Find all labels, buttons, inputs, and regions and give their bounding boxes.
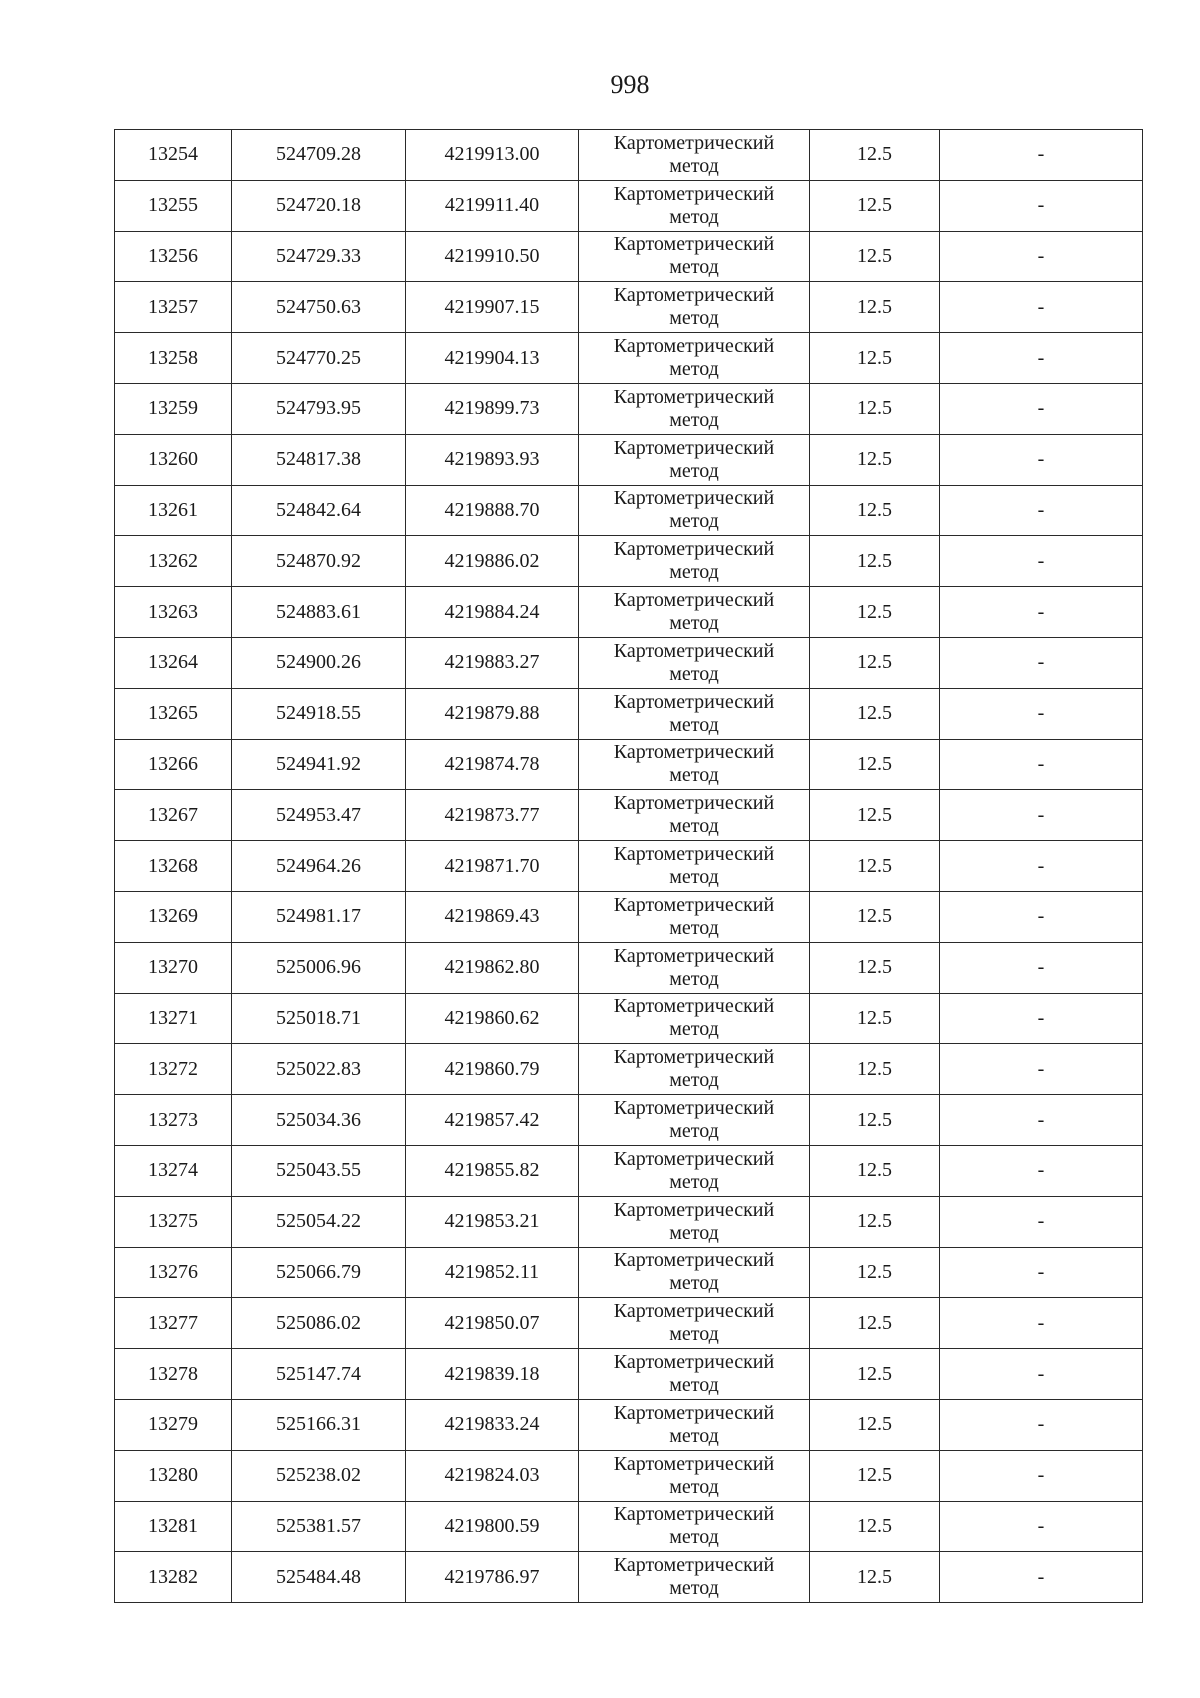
method-line-1: Картометрический [613, 284, 775, 307]
table-row [115, 1095, 1143, 1146]
method-line-1: Картометрический [613, 131, 775, 154]
point-number-cell: 13273 [115, 1095, 232, 1146]
y-coordinate-cell: 4219857.42 [406, 1095, 579, 1146]
point-number-cell: 13264 [115, 637, 232, 688]
x-coordinate-cell: 524770.25 [232, 333, 406, 384]
accuracy-cell: 12.5 [810, 1552, 940, 1603]
method-line-1: Картометрический [613, 1300, 775, 1323]
method-cell [579, 790, 810, 841]
method-cell [579, 891, 810, 942]
table-row [115, 1349, 1143, 1400]
method-line-2: метод [669, 358, 719, 381]
x-coordinate-cell: 524964.26 [232, 841, 406, 892]
table-row [115, 1247, 1143, 1298]
method-line-1: Картометрический [613, 1249, 775, 1272]
y-coordinate-cell: 4219907.15 [406, 282, 579, 333]
method-line-1: Картометрический [613, 893, 775, 916]
note-cell: - [940, 739, 1143, 790]
table-row [115, 1501, 1143, 1552]
note-cell: - [940, 1145, 1143, 1196]
accuracy-cell: 12.5 [810, 383, 940, 434]
note-cell: - [940, 790, 1143, 841]
y-coordinate-cell: 4219884.24 [406, 587, 579, 638]
method-line-2: метод [669, 1577, 719, 1600]
accuracy-cell: 12.5 [810, 282, 940, 333]
note-cell: - [940, 841, 1143, 892]
note-cell: - [940, 180, 1143, 231]
x-coordinate-cell: 525484.48 [232, 1552, 406, 1603]
point-number-cell: 13260 [115, 434, 232, 485]
method-line-2: метод [669, 967, 719, 990]
note-cell: - [940, 1298, 1143, 1349]
y-coordinate-cell: 4219879.88 [406, 688, 579, 739]
method-line-1: Картометрический [613, 233, 775, 256]
point-number-cell: 13268 [115, 841, 232, 892]
method-line-2: метод [669, 1272, 719, 1295]
method-line-2: метод [669, 256, 719, 279]
method-line-2: метод [669, 815, 719, 838]
point-number-cell: 13271 [115, 993, 232, 1044]
accuracy-cell: 12.5 [810, 1349, 940, 1400]
method-line-1: Картометрический [613, 1401, 775, 1424]
table-row [115, 434, 1143, 485]
accuracy-cell: 12.5 [810, 130, 940, 181]
method-line-1: Картометрический [613, 1046, 775, 1069]
method-line-2: метод [669, 713, 719, 736]
x-coordinate-cell: 525238.02 [232, 1450, 406, 1501]
accuracy-cell: 12.5 [810, 891, 940, 942]
method-cell [579, 1501, 810, 1552]
note-cell: - [940, 231, 1143, 282]
point-number-cell: 13263 [115, 587, 232, 638]
method-cell [579, 383, 810, 434]
method-line-2: метод [669, 154, 719, 177]
method-line-2: метод [669, 561, 719, 584]
method-line-2: метод [669, 662, 719, 685]
method-line-1: Картометрический [613, 690, 775, 713]
method-cell [579, 485, 810, 536]
x-coordinate-cell: 524817.38 [232, 434, 406, 485]
method-line-2: метод [669, 1475, 719, 1498]
x-coordinate-cell: 524981.17 [232, 891, 406, 942]
y-coordinate-cell: 4219833.24 [406, 1399, 579, 1450]
method-cell [579, 688, 810, 739]
method-line-2: метод [669, 307, 719, 330]
note-cell: - [940, 383, 1143, 434]
table-row [115, 485, 1143, 536]
x-coordinate-cell: 525022.83 [232, 1044, 406, 1095]
point-number-cell: 13280 [115, 1450, 232, 1501]
point-number-cell: 13256 [115, 231, 232, 282]
method-cell [579, 333, 810, 384]
y-coordinate-cell: 4219786.97 [406, 1552, 579, 1603]
table-row [115, 1298, 1143, 1349]
method-cell [579, 536, 810, 587]
point-number-cell: 13262 [115, 536, 232, 587]
method-line-2: метод [669, 205, 719, 228]
method-line-1: Картометрический [613, 792, 775, 815]
point-number-cell: 13275 [115, 1196, 232, 1247]
y-coordinate-cell: 4219853.21 [406, 1196, 579, 1247]
x-coordinate-cell: 524842.64 [232, 485, 406, 536]
note-cell: - [940, 1044, 1143, 1095]
x-coordinate-cell: 524720.18 [232, 180, 406, 231]
method-cell [579, 1349, 810, 1400]
y-coordinate-cell: 4219800.59 [406, 1501, 579, 1552]
table-row [115, 383, 1143, 434]
method-cell [579, 1145, 810, 1196]
table-row [115, 688, 1143, 739]
point-number-cell: 13267 [115, 790, 232, 841]
table-row [115, 1399, 1143, 1450]
x-coordinate-cell: 525018.71 [232, 993, 406, 1044]
x-coordinate-cell: 524793.95 [232, 383, 406, 434]
method-line-2: метод [669, 1374, 719, 1397]
method-cell [579, 231, 810, 282]
point-number-cell: 13261 [115, 485, 232, 536]
note-cell: - [940, 130, 1143, 181]
point-number-cell: 13257 [115, 282, 232, 333]
y-coordinate-cell: 4219893.93 [406, 434, 579, 485]
method-line-2: метод [669, 1120, 719, 1143]
y-coordinate-cell: 4219899.73 [406, 383, 579, 434]
method-line-2: метод [669, 612, 719, 635]
note-cell: - [940, 942, 1143, 993]
accuracy-cell: 12.5 [810, 231, 940, 282]
point-number-cell: 13266 [115, 739, 232, 790]
note-cell: - [940, 1196, 1143, 1247]
accuracy-cell: 12.5 [810, 485, 940, 536]
table-row [115, 1552, 1143, 1603]
x-coordinate-cell: 525147.74 [232, 1349, 406, 1400]
y-coordinate-cell: 4219839.18 [406, 1349, 579, 1400]
x-coordinate-cell: 524953.47 [232, 790, 406, 841]
method-line-2: метод [669, 1069, 719, 1092]
accuracy-cell: 12.5 [810, 1196, 940, 1247]
note-cell: - [940, 1501, 1143, 1552]
method-cell [579, 993, 810, 1044]
note-cell: - [940, 637, 1143, 688]
y-coordinate-cell: 4219862.80 [406, 942, 579, 993]
y-coordinate-cell: 4219874.78 [406, 739, 579, 790]
method-line-1: Картометрический [613, 589, 775, 612]
accuracy-cell: 12.5 [810, 688, 940, 739]
y-coordinate-cell: 4219860.62 [406, 993, 579, 1044]
accuracy-cell: 12.5 [810, 1247, 940, 1298]
note-cell: - [940, 1552, 1143, 1603]
y-coordinate-cell: 4219873.77 [406, 790, 579, 841]
method-cell [579, 180, 810, 231]
point-number-cell: 13278 [115, 1349, 232, 1400]
method-line-1: Картометрический [613, 741, 775, 764]
accuracy-cell: 12.5 [810, 841, 940, 892]
x-coordinate-cell: 524729.33 [232, 231, 406, 282]
method-cell [579, 1196, 810, 1247]
y-coordinate-cell: 4219888.70 [406, 485, 579, 536]
point-number-cell: 13255 [115, 180, 232, 231]
note-cell: - [940, 485, 1143, 536]
method-line-2: метод [669, 1323, 719, 1346]
method-cell [579, 942, 810, 993]
method-line-2: метод [669, 510, 719, 533]
x-coordinate-cell: 524918.55 [232, 688, 406, 739]
table-row [115, 536, 1143, 587]
note-cell: - [940, 1450, 1143, 1501]
method-cell [579, 130, 810, 181]
table-row [115, 282, 1143, 333]
method-line-1: Картометрический [613, 1554, 775, 1577]
method-line-1: Картометрический [613, 1097, 775, 1120]
note-cell: - [940, 993, 1143, 1044]
method-line-2: метод [669, 764, 719, 787]
accuracy-cell: 12.5 [810, 587, 940, 638]
accuracy-cell: 12.5 [810, 1298, 940, 1349]
accuracy-cell: 12.5 [810, 637, 940, 688]
method-line-1: Картометрический [613, 995, 775, 1018]
method-line-2: метод [669, 459, 719, 482]
method-line-1: Картометрический [613, 639, 775, 662]
point-number-cell: 13270 [115, 942, 232, 993]
table-row [115, 130, 1143, 181]
accuracy-cell: 12.5 [810, 1095, 940, 1146]
x-coordinate-cell: 525166.31 [232, 1399, 406, 1450]
y-coordinate-cell: 4219883.27 [406, 637, 579, 688]
note-cell: - [940, 891, 1143, 942]
method-cell [579, 282, 810, 333]
x-coordinate-cell: 524883.61 [232, 587, 406, 638]
accuracy-cell: 12.5 [810, 739, 940, 790]
method-line-2: метод [669, 1221, 719, 1244]
accuracy-cell: 12.5 [810, 790, 940, 841]
x-coordinate-cell: 525086.02 [232, 1298, 406, 1349]
method-cell [579, 1552, 810, 1603]
point-number-cell: 13282 [115, 1552, 232, 1603]
table-row [115, 841, 1143, 892]
accuracy-cell: 12.5 [810, 536, 940, 587]
method-line-1: Картометрический [613, 385, 775, 408]
note-cell: - [940, 434, 1143, 485]
method-cell [579, 434, 810, 485]
x-coordinate-cell: 524750.63 [232, 282, 406, 333]
x-coordinate-cell: 524900.26 [232, 637, 406, 688]
method-line-1: Картометрический [613, 487, 775, 510]
x-coordinate-cell: 525066.79 [232, 1247, 406, 1298]
table-row [115, 739, 1143, 790]
table-row [115, 993, 1143, 1044]
point-number-cell: 13274 [115, 1145, 232, 1196]
method-cell [579, 1095, 810, 1146]
point-number-cell: 13279 [115, 1399, 232, 1450]
y-coordinate-cell: 4219871.70 [406, 841, 579, 892]
method-cell [579, 1450, 810, 1501]
table-row [115, 1450, 1143, 1501]
accuracy-cell: 12.5 [810, 1501, 940, 1552]
coordinates-table [114, 129, 1143, 1603]
x-coordinate-cell: 524941.92 [232, 739, 406, 790]
table-row [115, 180, 1143, 231]
method-cell [579, 1044, 810, 1095]
x-coordinate-cell: 524870.92 [232, 536, 406, 587]
y-coordinate-cell: 4219911.40 [406, 180, 579, 231]
y-coordinate-cell: 4219904.13 [406, 333, 579, 384]
x-coordinate-cell: 525054.22 [232, 1196, 406, 1247]
page-number: 998 [610, 70, 650, 99]
table-row [115, 1044, 1143, 1095]
accuracy-cell: 12.5 [810, 333, 940, 384]
method-cell [579, 841, 810, 892]
table-row [115, 891, 1143, 942]
point-number-cell: 13277 [115, 1298, 232, 1349]
point-number-cell: 13254 [115, 130, 232, 181]
method-cell [579, 1298, 810, 1349]
x-coordinate-cell: 525043.55 [232, 1145, 406, 1196]
y-coordinate-cell: 4219886.02 [406, 536, 579, 587]
y-coordinate-cell: 4219852.11 [406, 1247, 579, 1298]
method-line-2: метод [669, 1018, 719, 1041]
point-number-cell: 13276 [115, 1247, 232, 1298]
method-cell [579, 1399, 810, 1450]
point-number-cell: 13259 [115, 383, 232, 434]
method-line-2: метод [669, 1424, 719, 1447]
method-line-1: Картометрический [613, 944, 775, 967]
x-coordinate-cell: 525006.96 [232, 942, 406, 993]
note-cell: - [940, 1399, 1143, 1450]
note-cell: - [940, 587, 1143, 638]
accuracy-cell: 12.5 [810, 942, 940, 993]
method-line-2: метод [669, 916, 719, 939]
point-number-cell: 13272 [115, 1044, 232, 1095]
note-cell: - [940, 1349, 1143, 1400]
x-coordinate-cell: 525034.36 [232, 1095, 406, 1146]
x-coordinate-cell: 524709.28 [232, 130, 406, 181]
method-line-1: Картометрический [613, 1452, 775, 1475]
y-coordinate-cell: 4219855.82 [406, 1145, 579, 1196]
method-cell [579, 1247, 810, 1298]
note-cell: - [940, 1095, 1143, 1146]
accuracy-cell: 12.5 [810, 1044, 940, 1095]
table-row [115, 587, 1143, 638]
point-number-cell: 13269 [115, 891, 232, 942]
method-line-2: метод [669, 408, 719, 431]
accuracy-cell: 12.5 [810, 180, 940, 231]
method-line-1: Картометрический [613, 436, 775, 459]
y-coordinate-cell: 4219869.43 [406, 891, 579, 942]
method-line-2: метод [669, 866, 719, 889]
method-line-2: метод [669, 1170, 719, 1193]
point-number-cell: 13258 [115, 333, 232, 384]
method-line-1: Картометрический [613, 1351, 775, 1374]
note-cell: - [940, 536, 1143, 587]
table-row [115, 942, 1143, 993]
method-cell [579, 739, 810, 790]
y-coordinate-cell: 4219860.79 [406, 1044, 579, 1095]
note-cell: - [940, 688, 1143, 739]
method-line-1: Картометрический [613, 1147, 775, 1170]
y-coordinate-cell: 4219824.03 [406, 1450, 579, 1501]
accuracy-cell: 12.5 [810, 1145, 940, 1196]
y-coordinate-cell: 4219910.50 [406, 231, 579, 282]
note-cell: - [940, 282, 1143, 333]
accuracy-cell: 12.5 [810, 993, 940, 1044]
note-cell: - [940, 1247, 1143, 1298]
point-number-cell: 13281 [115, 1501, 232, 1552]
accuracy-cell: 12.5 [810, 1450, 940, 1501]
table-row [115, 637, 1143, 688]
method-cell [579, 637, 810, 688]
y-coordinate-cell: 4219850.07 [406, 1298, 579, 1349]
table-row [115, 231, 1143, 282]
table-row [115, 790, 1143, 841]
method-cell [579, 587, 810, 638]
x-coordinate-cell: 525381.57 [232, 1501, 406, 1552]
coordinates-table-body [115, 130, 1143, 1603]
method-line-1: Картометрический [613, 843, 775, 866]
table-row [115, 333, 1143, 384]
table-row [115, 1196, 1143, 1247]
point-number-cell: 13265 [115, 688, 232, 739]
method-line-1: Картометрический [613, 335, 775, 358]
note-cell: - [940, 333, 1143, 384]
method-line-2: метод [669, 1526, 719, 1549]
y-coordinate-cell: 4219913.00 [406, 130, 579, 181]
method-line-1: Картометрический [613, 538, 775, 561]
method-line-1: Картометрический [613, 182, 775, 205]
method-line-1: Картометрический [613, 1198, 775, 1221]
method-line-1: Картометрический [613, 1503, 775, 1526]
accuracy-cell: 12.5 [810, 434, 940, 485]
table-row [115, 1145, 1143, 1196]
accuracy-cell: 12.5 [810, 1399, 940, 1450]
